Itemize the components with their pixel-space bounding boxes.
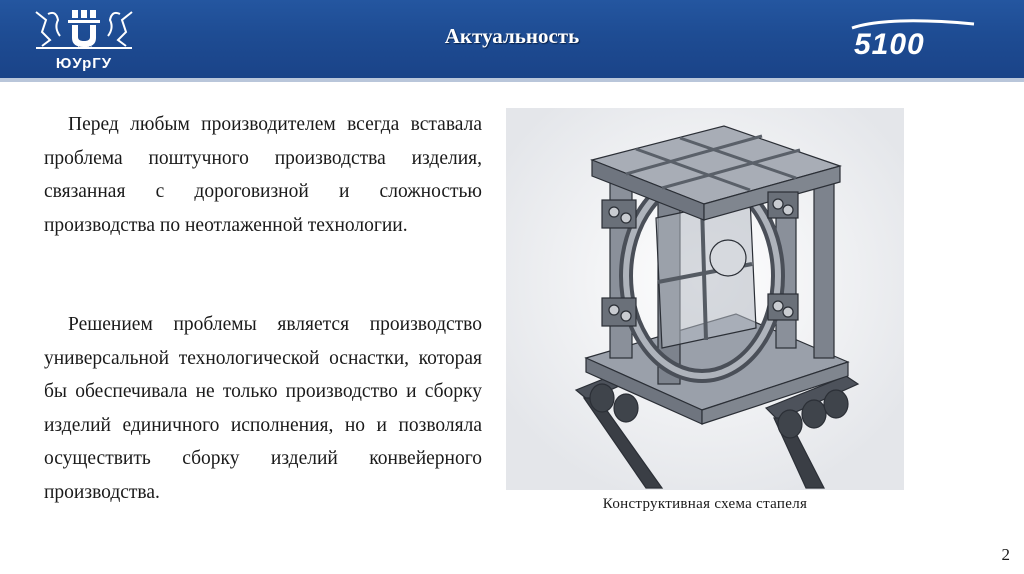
brand-logo-text: 5100 — [854, 28, 925, 58]
paragraph-solution: Решением проблемы является производство универсальной технологической оснастки, которая бы обеспечивала не только производство и сборку изделий единичного исполнения, но и позволяла осуществить сборку изделий конвейерного производства. — [44, 314, 482, 503]
page-number: 2 — [1001, 545, 1010, 564]
brand-logo — [848, 14, 978, 58]
header-divider — [0, 78, 1024, 82]
logo-year: 1943 — [76, 43, 92, 50]
page-title: Актуальность — [444, 24, 580, 48]
figure-caption: Конструктивная схема стапеля — [602, 496, 808, 512]
logo-text: ЮУрГУ — [55, 55, 113, 72]
paragraph-problem: Перед любым производителем всегда вставала проблема поштучного производства изделия, связанная с дороговизной и сложностью производства по неотлаженной технологии. — [44, 114, 482, 236]
assembly-fixture-diagram — [506, 108, 904, 490]
